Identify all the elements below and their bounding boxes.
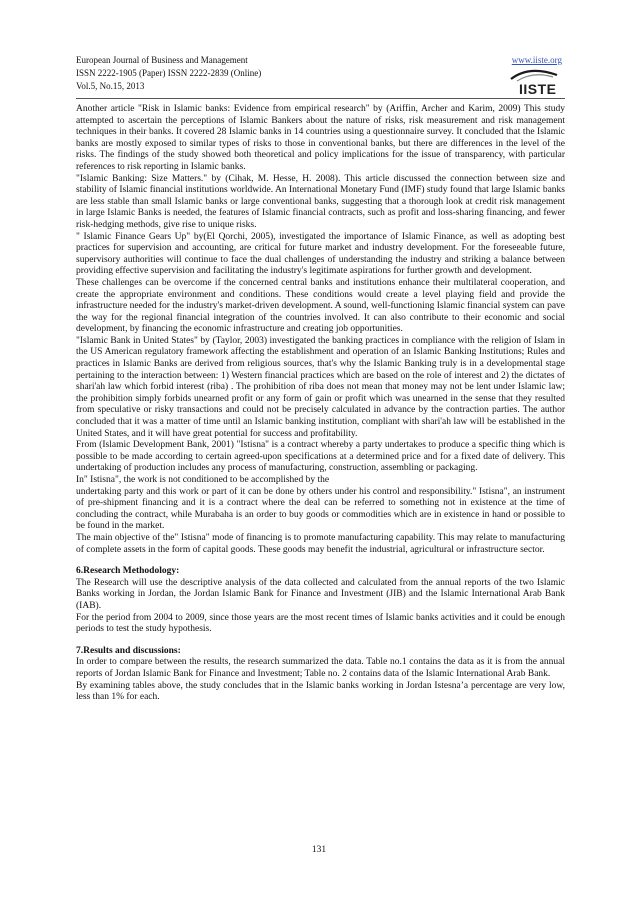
journal-title: European Journal of Business and Management — [76, 55, 248, 65]
page-number: 131 — [311, 845, 327, 855]
issn-line: ISSN 2222-1905 (Paper) ISSN 2222-2839 (Online) — [76, 68, 262, 78]
article-body — [76, 104, 565, 704]
body-paragraph: For the period from 2004 to 2009, since those years are the most recent times of Islamic banks activities and it could be enough periods to test the study hypothesis. — [76, 612, 565, 635]
body-paragraph: By examining tables above, the study concludes that in the Islamic banks working in Jordan Istesna’a percentage are very low, less than 1% for each. — [76, 680, 565, 703]
logo-text: IISTE — [519, 81, 557, 97]
body-paragraph: The main objective of the" Istisna" mode of financing is to promote manufacturing capability. This may relate to manufacturing of complete assets in the form of capital goods. These goods may benefit the industrial, agricultural or infrastructure sector. — [76, 532, 565, 555]
body-paragraph: "Islamic Bank in United States" by (Taylor, 2003) investigated the banking practices in compliance with the religion of Islam in the US American regulatory framework affecting the establishment and operation of an Islamic Banking Institutions; Rules and practices in Islamic Banks are derived from religious sources, that's why the Islamic Banking truly is in a developmental stage pertaining to the interaction between: 1) Western financial practices which are based on the role of interest and 2) the dictates of shari'ah law which forbid interest (riba) . The prohibition of riba does not mean that money may not be lent under Islamic law; the prohibition simply forbids unearned profit or any form of gain or profit which was unearned in the sense that they resulted from speculative or risky transactions and could not be precisely calculated in advance by the contraction parties. The author concluded that it was a matter of time until an Islamic banking institution, compliant with shari'ah law will be established in the United States, and it will have great potential for success and profitability. — [76, 335, 565, 439]
volume-line: Vol.5, No.15, 2013 — [76, 81, 145, 91]
body-paragraph: "Islamic Banking: Size Matters." by (Cihak, M. Hesse, H. 2008). This article discussed the connection between size and stability of Islamic financial institutions worldwide. An International Monetary Fund (IMF) study found that large Islamic banks are less stable than small Islamic banks or large conventional banks, suggesting that a thorough look at credit risk management in large Islamic Banks is needed, the features of Islamic financial contracts, such as profit and loss-sharing financing, and fewer risk-hedging methods, give rise to unique risks. — [76, 173, 565, 230]
journal-url-link[interactable]: www.iiste.org — [511, 55, 562, 65]
body-paragraph: undertaking party and this work or part of it can be done by others under his control and responsibility." Istisna", an instrument of pre-shipment financing and it is a contract where the deal can be referred to something not in existence at the time of concluding the contract, while Murabaha is an order to buy goods or commodities which are in existence in hand or possible to be found in the market. — [76, 486, 565, 532]
body-paragraph: Another article "Risk in Islamic banks: Evidence from empirical research" by (Ariffin, Archer and Karim, 2009) This study attempted to ascertain the perceptions of Islamic Bankers about the nature of risks, risk measurement and risk management techniques in their banks. It covered 28 Islamic banks in 14 countries using a questionnaire survey. It concluded that the Islamic banks are mostly exposed to similar types of risks to those in conventional banks, but there are differences in the level of the risks. The findings of the study showed both theoretical and policy implications for the issue of transparency, with particular references to risk reporting in Islamic banks. — [76, 104, 565, 172]
body-paragraph: These challenges can be overcome if the concerned central banks and institutions enhance their multilateral cooperation, and create the appropriate environment and conditions. These conditions would create a level playing field and provide the infrastructure needed for the industry's market-driven development. A sound, well-functioning Islamic financial system can pave the way for the regional financial integration of the countries involved. It can also contribute to their economic and social development, by financing the economic infrastructure and creating job opportunities. — [76, 277, 565, 335]
body-paragraph: " Islamic Finance Gears Up" by(El Qorchi, 2005), investigated the importance of Islamic Finance, as well as adopting best practices for supervision and accounting, are critical for future market and industry development. For the foreseeable future, supervisory authorities will continue to face the dual challenges of understanding the industry and striking a balance between providing effective supervision and facilitating the industry's legitimate aspirations for further growth and development. — [76, 231, 565, 277]
body-paragraph: The Research will use the descriptive analysis of the data collected and calculated from the annual reports of the two Islamic Banks working in Jordan, the Jordan Islamic Bank for Finance and Investment (JIB) and the Islamic International Arab Bank (IAB). — [76, 577, 565, 611]
body-paragraph: In" Istisna", the work is not conditioned to be accomplished by the — [76, 475, 330, 485]
body-paragraph: In order to compare between the results, the research summarized the data. Table no.1 contains the data as it is from the annual reports of Jordan Islamic Bank for Finance and Investment; Table no. 2 contains data of the Islamic International Arab Bank. — [76, 657, 565, 679]
body-paragraph: From (Islamic Development Bank, 2001) "Istisna" is a contract whereby a party undertakes to produce a specific thing which is possible to be made according to certain agreed-upon specifications at a determined price and for a fixed date of delivery. This undertaking of production includes any process of manufacturing, construction, assembling or packaging. — [76, 440, 565, 474]
section-heading-results: 7.Results and discussions: — [76, 645, 181, 656]
header-divider — [76, 98, 565, 99]
section-heading-methodology: 6.Research Methodology: — [76, 566, 180, 577]
iiste-logo — [507, 67, 565, 99]
